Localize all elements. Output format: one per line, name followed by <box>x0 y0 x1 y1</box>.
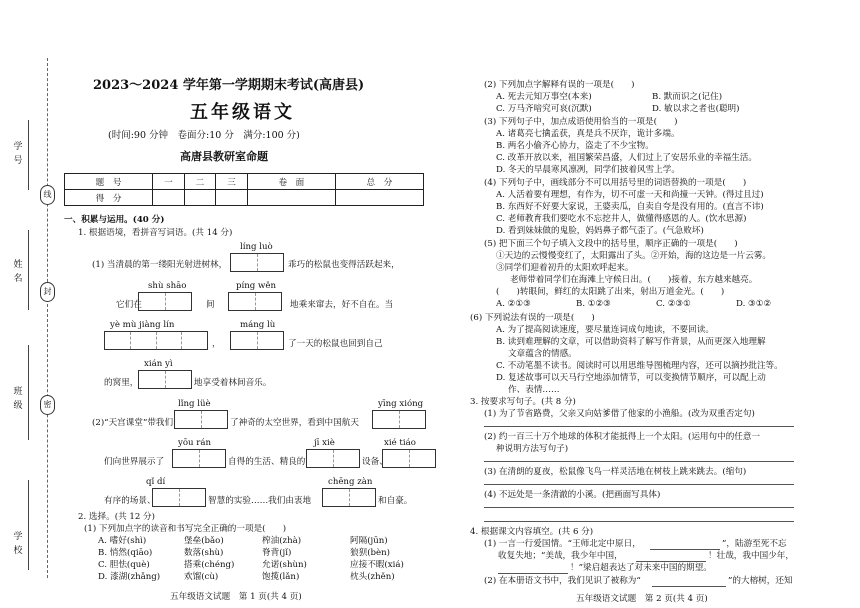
q4-1-text: (1) 一言一行爱国情。“王师北定中原日， <box>484 539 641 549</box>
option-a-word: 堡垒(bǎo) <box>184 536 224 546</box>
option-b-word: 脊背(jǐ) <box>262 548 292 558</box>
option-d[interactable]: D. ③①② <box>736 299 772 309</box>
q3-heading: 3. 按要求写句子。(共 8 分) <box>470 397 576 407</box>
option-c[interactable]: C. 万马齐喑究可哀(沉默) <box>496 104 592 114</box>
q1-2-text: 有序的场景、 <box>104 496 156 506</box>
q3-3-question: (3) 在清朗的夏夜，松鼠像飞鸟一样灵活地在树枝上跳来跳去。(缩句) <box>484 467 747 477</box>
binding-strip <box>0 0 60 608</box>
q1-2-text: 设备、 <box>362 457 388 467</box>
option-b-word: 狼狈(bèn) <box>350 548 391 558</box>
q2-5-sentences: ①天边的云慢慢变红了，太阳露出了头。②开始，海的这边是一片云雾。 <box>496 251 772 261</box>
answer-box[interactable] <box>322 488 376 507</box>
option-c[interactable]: C. 不动笔墨不读书。阅读时可以用思维导图梳理内容，还可以摘抄批注等。 <box>496 361 783 371</box>
q1-2-text: 和自豪。 <box>378 496 413 506</box>
q4-1-text: ”，陆游至死不忘 <box>722 539 787 549</box>
q2-5-passage: ( )转眼间，鲜红的太阳跳了出来，射出万道金光。( ) <box>496 287 725 297</box>
q4-2-text: ”的大榕树，还知 <box>728 576 793 586</box>
option-b[interactable]: B. 默而识之(记住) <box>652 92 723 102</box>
answer-line[interactable] <box>484 461 794 462</box>
q2-1-question: (1) 下列加点字的读音和书写完全正确的一项是( ) <box>84 524 287 534</box>
fill-blank[interactable] <box>498 573 568 574</box>
option-b[interactable]: B. 读到难理解的文章，可以借助资料了解写作背景，从而更深入地理解 <box>496 337 766 347</box>
q1-2-text: 了神奇的太空世界，看到中国航天 <box>230 418 359 428</box>
option-b[interactable]: B. 两名小偷齐心协力，盗走了不少宝物。 <box>496 141 654 151</box>
option-a[interactable]: A. ②①③ <box>496 299 531 309</box>
pinyin: xián yì <box>144 359 173 369</box>
class-line <box>28 345 29 440</box>
option-d-cont: 作、表情…… <box>508 385 560 395</box>
seal-mark-3: 密 <box>40 395 55 415</box>
exam-info: (时间:90 分钟 卷面分:10 分 满分:100 分) <box>108 130 300 141</box>
fill-blank[interactable] <box>652 586 726 587</box>
q1-1-text: 地乘来窜去，好不自在。当 <box>290 300 394 310</box>
fill-blank[interactable] <box>636 561 706 562</box>
option-d-word: 欢馏(cù) <box>184 572 219 582</box>
q2-heading: 2. 选择。(共 12 分) <box>78 512 156 522</box>
option-a[interactable]: A. 为了提高阅读速度，要尽量连词成句地读，不要回读。 <box>496 325 714 335</box>
q1-1-text: 乖巧的松鼠也变得活跃起来， <box>288 260 400 270</box>
q1-1-text: 地享受着林间音乐。 <box>194 378 272 388</box>
option-c[interactable]: C. ②③① <box>656 299 691 309</box>
subject-title: 五年级语文 <box>190 102 295 123</box>
option-a[interactable]: A. 死去元知万事空(本来) <box>496 92 592 102</box>
q1-2-text: 们向世界展示了 <box>104 457 165 467</box>
q4-2-text: (2) 在本册语文书中，我们见识了被称为“ <box>484 576 641 586</box>
score-cell[interactable] <box>247 190 335 206</box>
q1-heading: 1. 根据语境，看拼音写词语。(共 14 分) <box>78 228 233 238</box>
option-b-cont: 文章蕴含的情感。 <box>508 349 577 359</box>
q2-6-question: (6) 下列说法有误的一项是( ) <box>470 313 595 323</box>
option-c[interactable]: C. 改革开放以来，祖国繁荣昌盛，人们过上了安居乐业的幸福生活。 <box>496 153 757 163</box>
answer-box[interactable] <box>172 449 226 468</box>
option-a[interactable]: A. 嗜好(shì) <box>98 536 147 546</box>
q2-5-passage: 老师带着同学们在海滩上守候日出。( )接着，东方越来越亮。 <box>510 275 758 285</box>
student-id-line <box>28 120 29 190</box>
score-header: 卷 面 <box>247 174 335 190</box>
pinyin: xié tiáo <box>384 438 416 448</box>
q2-5-sentences: ③同学们迎着初升的太阳欢呼起来。 <box>496 263 634 273</box>
option-c[interactable]: C. 胆怯(què) <box>98 560 150 570</box>
option-d[interactable]: D. 复述故事可以天马行空地添加情节，可以变换情节顺序，可以配上动 <box>496 373 766 383</box>
answer-box[interactable] <box>138 292 192 311</box>
pinyin: yè mù jiàng lín <box>110 320 175 330</box>
student-name-label: 姓名 <box>13 260 23 284</box>
score-header: 总 分 <box>335 174 423 190</box>
answer-box[interactable] <box>152 488 206 507</box>
option-b[interactable]: B. 悄然(qiāo) <box>98 548 153 558</box>
score-header: 二 <box>184 174 216 190</box>
page-footer: 五年级语文试题 第 1 页(共 4 页) <box>170 592 302 602</box>
q1-1-text: 它们在 <box>116 300 142 310</box>
option-b[interactable]: B. ①②③ <box>576 299 611 309</box>
student-id-label: 学号 <box>13 142 23 166</box>
pinyin: yōu rán <box>178 438 212 448</box>
school-label: 学校 <box>13 532 23 556</box>
score-row-label: 得 分 <box>65 190 153 206</box>
answer-box[interactable] <box>104 331 208 350</box>
answer-box[interactable] <box>228 292 282 311</box>
pinyin: yīng xióng <box>378 399 424 409</box>
option-c-word: 搭乘(chéng) <box>184 560 235 570</box>
option-b-word: 数落(shù) <box>184 548 224 558</box>
q2-3-question: (3) 下列句子中，加点成语使用恰当的一项是( ) <box>484 117 678 127</box>
q3-4-question: (4) 不远处是一条清澈的小溪。(把画面写具体) <box>484 490 661 500</box>
q2-5-question: (5) 把下面三个句子填入文段中的括号里，顺序正确的一项是( ) <box>484 239 738 249</box>
option-a-word: 阿隔(jūn) <box>350 536 388 546</box>
score-header: 题 号 <box>65 174 153 190</box>
school-line <box>28 480 29 570</box>
fill-blank[interactable] <box>650 549 720 550</box>
pinyin: jī xiè <box>314 438 335 448</box>
seal-mark-2: 封 <box>40 282 55 302</box>
page-footer: 五年级语文试题 第 2 页(共 4 页) <box>576 594 708 604</box>
section-1-heading: 一、积累与运用。(40 分) <box>64 215 165 225</box>
option-d-word: 饱揽(lǎn) <box>262 572 300 582</box>
q1-2-text: 自得的生活、精良的 <box>228 457 306 467</box>
option-d[interactable]: D. 漆湖(zhǎng) <box>98 572 161 582</box>
q1-2-text: (2)“天宫课堂”带我们 <box>92 418 174 428</box>
q3-2-question-cont: 种说明方法写句子) <box>496 444 569 454</box>
option-a-word: 榨油(zhà) <box>262 536 302 546</box>
student-name-line <box>28 230 29 310</box>
answer-box[interactable] <box>230 331 284 350</box>
pinyin: líng luò <box>240 242 273 252</box>
pinyin: máng lù <box>240 320 276 330</box>
option-b[interactable]: B. 东西好不好要大家说，王婆卖瓜，自卖自夸是没有用的。(直言不讳) <box>496 202 764 212</box>
option-d[interactable]: D. 冬天的早晨寒风凛冽，同学们披着风雪上学。 <box>496 165 680 175</box>
score-cell[interactable] <box>216 190 248 206</box>
q1-1-text: (1) 当清晨的第一缕阳光射进树林， <box>92 260 228 270</box>
option-c-word: 允诺(shùn) <box>262 560 307 570</box>
answer-box[interactable] <box>306 449 360 468</box>
q4-1-text: ！”梁启超表达了对未来中国的期望。 <box>570 563 712 573</box>
pinyin: shù shāo <box>148 281 187 291</box>
exam-title: 2023～2024 学年第一学期期末考试(高唐县) <box>93 78 365 93</box>
option-c-word: 应接不暇(xiá) <box>350 560 404 570</box>
pinyin: qǐ dí <box>146 477 166 487</box>
option-d[interactable]: D. 敏以求之者也(聪明) <box>652 104 740 114</box>
answer-line[interactable] <box>484 507 794 508</box>
q1-2-text: 智慧的实验……我们由衷地 <box>208 496 312 506</box>
answer-box[interactable] <box>174 410 228 429</box>
score-table <box>64 173 424 206</box>
class-label: 班级 <box>13 387 23 411</box>
answer-box[interactable] <box>138 370 192 389</box>
answer-box[interactable] <box>372 410 426 429</box>
q3-1-question: (1) 为了节省路费，父亲又向姑爹借了他家的小渔船。(改为双重否定句) <box>484 409 755 419</box>
q4-1-text: ！壮哉，我中国少年， <box>708 551 794 561</box>
seal-line <box>47 58 48 578</box>
pinyin: lǐng lüè <box>178 399 211 409</box>
score-cell[interactable] <box>184 190 216 206</box>
q1-1-text: 了一天的松鼠也回到自己 <box>288 339 383 349</box>
q2-4-question: (4) 下列句子中，画线部分不可以用括号里的词语替换的一项是( ) <box>484 178 747 188</box>
score-cell[interactable] <box>153 190 185 206</box>
answer-box[interactable] <box>230 253 284 272</box>
q1-1-text: 间 <box>206 300 215 310</box>
answer-box[interactable] <box>382 449 436 468</box>
option-a[interactable]: A. 诸葛亮七擒孟获，真是兵不厌诈，诡计多端。 <box>496 129 680 139</box>
score-cell[interactable] <box>335 190 423 206</box>
option-d-word: 枕头(zhěn) <box>350 572 395 582</box>
q4-heading: 4. 根据课文内容填空。(共 6 分) <box>470 527 594 537</box>
option-d[interactable]: D. 看到妹妹做的鬼脸，妈妈鼻子都气歪了。(气急败坏) <box>496 226 704 236</box>
option-a[interactable]: A. 人活着要有理想，有作为，切不可虚一天和尚撞一天钟。(得过且过) <box>496 190 764 200</box>
pinyin: píng wěn <box>236 281 276 291</box>
seal-mark-1: 线 <box>40 185 55 205</box>
score-header: 一 <box>153 174 185 190</box>
q2-2-question: (2) 下列加点字解释有误的一项是( ) <box>484 80 635 90</box>
q1-1-text: 的窝里， <box>104 378 139 388</box>
answer-line[interactable] <box>484 426 794 427</box>
q3-2-question: (2) 约一百三十万个地球的体积才能抵得上一个太阳。(运用句中的任意一 <box>484 432 761 442</box>
answer-line[interactable] <box>484 521 794 522</box>
answer-line[interactable] <box>484 484 794 485</box>
exam-org: 高唐县教研室命题 <box>180 150 268 163</box>
option-c[interactable]: C. 老师教育我们要吃水不忘挖井人，做懂得感恩的人。(饮水思源) <box>496 214 747 224</box>
pinyin: chēng zàn <box>328 477 373 487</box>
score-header: 三 <box>216 174 248 190</box>
q4-1-text: 收复失地；“美哉，我少年中国， <box>498 551 623 561</box>
